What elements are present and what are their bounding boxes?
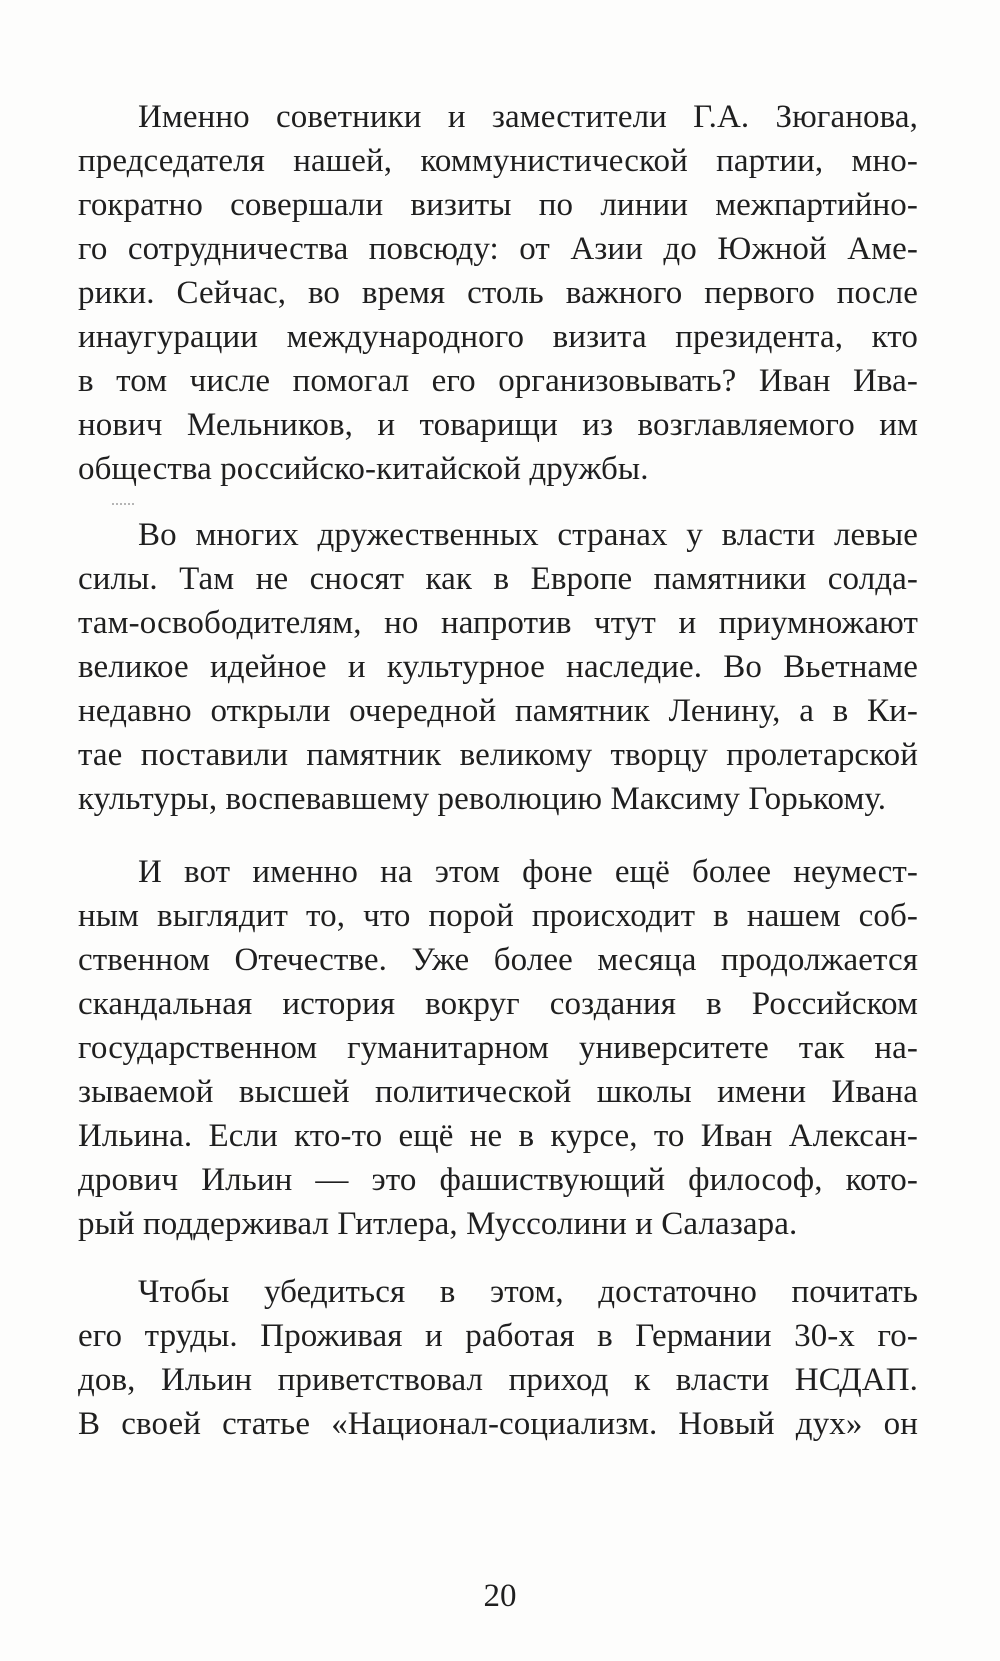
text-line: Чтобы убедиться в этом, достаточно почитать xyxy=(138,1274,918,1310)
text-line: инаугурации международного визита президента, кто xyxy=(78,319,918,355)
text-line: скандальная история вокруг создания в Российском xyxy=(78,986,918,1022)
text-line: дов, Ильин приветствовал приход к власти НСДАП. xyxy=(78,1362,918,1398)
text-line: Ильина. Если кто-то ещё не в курсе, то Иван Алексан- xyxy=(78,1118,918,1154)
text-line: великое идейное и культурное наследие. Во Вьетнаме xyxy=(78,649,918,685)
paragraph-2 xyxy=(78,513,918,821)
text-line: рики. Сейчас, во время столь важного первого после xyxy=(78,275,918,311)
text-line: рый поддерживал Гитлера, Муссолини и Салазара. xyxy=(78,1206,798,1242)
text-line: ным выглядит то, что порой происходит в нашем соб- xyxy=(78,898,918,934)
page-number: 20 xyxy=(483,1578,517,1614)
text-line: зываемой высшей политической школы имени Ивана xyxy=(78,1074,918,1110)
print-speck xyxy=(112,503,134,507)
text-line: там-освободителям, но напротив чтут и приумножают xyxy=(78,605,918,641)
text-line: государственном гуманитарном университете так на- xyxy=(78,1030,918,1066)
text-line: культуры, воспевавшему революцию Максиму Горькому. xyxy=(78,781,887,817)
text-line: силы. Там не сносят как в Европе памятники солда- xyxy=(78,561,918,597)
text-line: гократно совершали визиты по линии межпартийно- xyxy=(78,187,918,223)
paragraph-1 xyxy=(78,95,918,491)
text-line: В своей статье «Национал-социализм. Новый дух» он xyxy=(78,1406,918,1442)
text-line: го сотрудничества повсюду: от Азии до Южной Аме- xyxy=(78,231,918,267)
text-line: недавно открыли очередной памятник Ленину, а в Ки- xyxy=(78,693,918,729)
text-line: в том числе помогал его организовывать? Иван Ива- xyxy=(78,363,918,399)
text-line: ственном Отечестве. Уже более месяца продолжается xyxy=(78,942,918,978)
text-line: его труды. Проживая и работая в Германии 30-х го- xyxy=(78,1318,918,1354)
text-line: И вот именно на этом фоне ещё более неумест- xyxy=(138,854,918,890)
paragraph-4 xyxy=(78,1270,918,1446)
text-line: нович Мельников, и товарищи из возглавляемого им xyxy=(78,407,918,443)
text-line: тае поставили памятник великому творцу пролетарской xyxy=(78,737,918,773)
text-line: Именно советники и заместители Г.А. Зюганова, xyxy=(138,99,918,135)
text-line: Во многих дружественных странах у власти левые xyxy=(138,517,918,553)
paragraph-3 xyxy=(78,850,918,1246)
text-line: общества российско-китайской дружбы. xyxy=(78,451,649,487)
text-line: дрович Ильин — это фашиствующий философ, кото- xyxy=(78,1162,918,1198)
text-line: председателя нашей, коммунистической партии, мно- xyxy=(78,143,918,179)
